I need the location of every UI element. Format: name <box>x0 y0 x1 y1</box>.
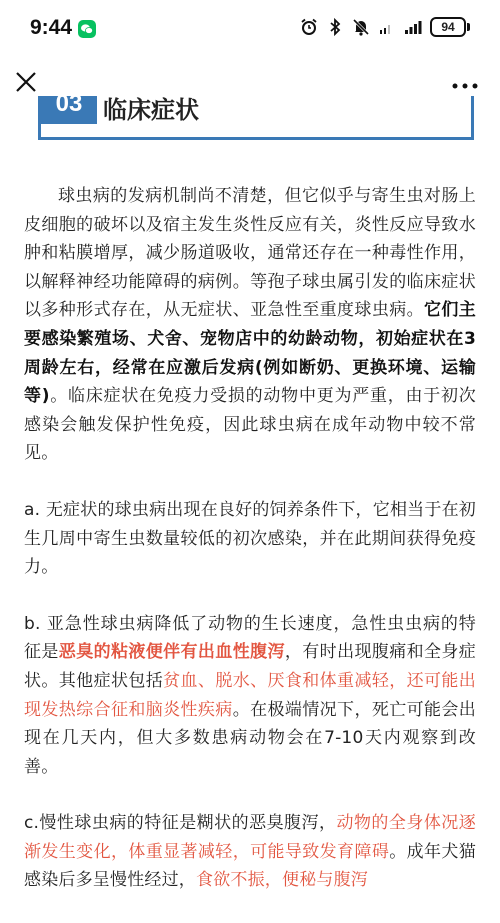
text-run: b. 亚急性球虫病降低了动物的生长速度，急性虫虫病的特征是 <box>24 613 476 663</box>
mute-icon <box>352 18 370 36</box>
text-run-highlight: 食欲不振，便秘与腹泻 <box>196 870 368 891</box>
section-header <box>38 90 474 140</box>
close-icon[interactable] <box>14 70 38 94</box>
section-number: 03 <box>41 96 97 124</box>
paragraph-chronic <box>24 809 476 895</box>
wechat-notification-icon <box>78 20 96 38</box>
text-run-highlight: 贫血、脱水、厌食和体重减轻，还可能出现发热综合征和脑炎性疾病 <box>24 670 476 720</box>
text-run: 。临床症状在免疫力受损的动物中更为严重，由于初次感染会触发保护性免疫，因此球虫病在成年动物中较不常见。 <box>24 386 476 464</box>
bluetooth-icon <box>326 18 344 36</box>
battery-tip <box>467 23 470 31</box>
text-run: c.慢性球虫病的特征是糊状的恶臭腹泻， <box>24 813 337 834</box>
wifi-icon <box>378 18 396 36</box>
text-run: 。在极端情况下，死亡可能会出现在几天内，但大多数患病动物会在7-10天内观察到改善。 <box>24 699 476 777</box>
paragraph-subacute <box>24 610 476 782</box>
text-run-highlight-bold: 恶臭的粘液便伴有出血性腹泻 <box>58 642 285 663</box>
alarm-icon <box>300 18 318 36</box>
section-title: 临床症状 <box>103 96 199 124</box>
more-icon[interactable] <box>452 76 478 86</box>
paragraph-pathogenesis <box>24 182 476 468</box>
text-run-highlight: 动物的全身体况逐渐发生变化，体重显著减轻，可能导致发育障碍 <box>24 813 476 862</box>
status-time: 9:44 <box>30 16 73 39</box>
text-run: ，有时出现腹痛和全身症状。其他症状包括 <box>24 642 477 691</box>
status-icons <box>300 17 470 37</box>
text-run: 。成年犬猫感染后多呈慢性经过， <box>24 841 477 891</box>
text-run-bold: 它们主要感染繁殖场、犬舍、宠物店中的幼龄动物，初始症状在3周龄左右，经常在应激后发病(例如断奶、更换环境、运输等) <box>24 300 476 407</box>
status-bar <box>0 0 500 58</box>
battery-level: 94 <box>430 17 466 37</box>
text-run: a. 无症状的球虫病出现在良好的饲养条件下，它相当于在初生几周中寄生虫数量较低的初次感染，并在此期间获得免疫力。 <box>24 499 476 578</box>
signal-icon <box>404 18 422 36</box>
article-body <box>24 182 476 923</box>
battery-indicator <box>430 17 470 37</box>
paragraph-asymptomatic <box>24 496 476 582</box>
text-run: 球虫病的发病机制尚不清楚，但它似乎与寄生虫对肠上皮细胞的破坏以及宿主发生炎性反应有关，炎性反应导致水肿和粘膜增厚，减少肠道吸收，通常还存在一种毒性作用，以解释神经功能障碍的病例。等孢子球虫属引发的临床症状以多种形式存在，从无症状、亚急性至重度球虫病。 <box>24 186 476 321</box>
